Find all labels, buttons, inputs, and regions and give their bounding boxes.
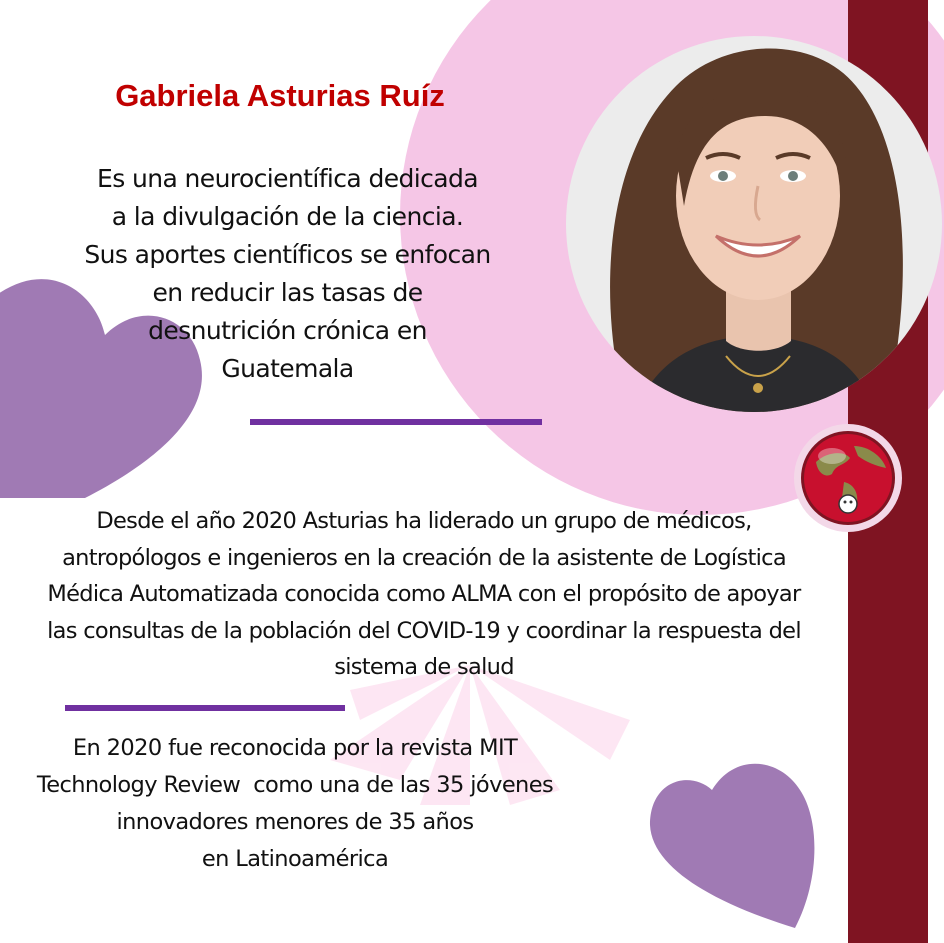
award-line: en Latinoamérica xyxy=(201,846,389,872)
award-paragraph xyxy=(30,730,560,878)
intro-line: Sus aportes científicos se enfocan xyxy=(84,240,491,269)
portrait-illustration xyxy=(566,36,942,412)
alma-line: antropólogos e ingenieros en la creación de la asistente de Logística xyxy=(62,544,786,571)
intro-line: desnutrición crónica en xyxy=(148,316,427,345)
intro-paragraph xyxy=(55,160,520,388)
intro-line: Guatemala xyxy=(221,354,354,383)
alma-paragraph xyxy=(0,503,848,686)
portrait-photo xyxy=(566,36,942,412)
intro-line: en reducir las tasas de xyxy=(152,278,423,307)
alma-line: Médica Automatizada conocida como ALMA con el propósito de apoyar xyxy=(47,581,801,607)
intro-line: Es una neurocientífica dedicada xyxy=(97,164,478,193)
page-title: Gabriela Asturias Ruíz xyxy=(115,78,445,113)
section-divider xyxy=(65,705,345,711)
award-line: Technology Review como una de las 35 jóvenes xyxy=(36,772,554,798)
section-divider xyxy=(250,419,542,425)
alma-line: las consultas de la población del COVID-19 y coordinar la respuesta del xyxy=(47,617,801,644)
intro-line: a la divulgación de la ciencia. xyxy=(111,202,464,231)
award-line: innovadores menores de 35 años xyxy=(116,809,474,835)
alma-line: Desde el año 2020 Asturias ha liderado un grupo de médicos, xyxy=(96,508,752,534)
award-line: En 2020 fue reconocida por la revista MIT xyxy=(72,735,518,761)
heart-icon xyxy=(650,764,814,928)
alma-line: sistema de salud xyxy=(334,654,514,680)
